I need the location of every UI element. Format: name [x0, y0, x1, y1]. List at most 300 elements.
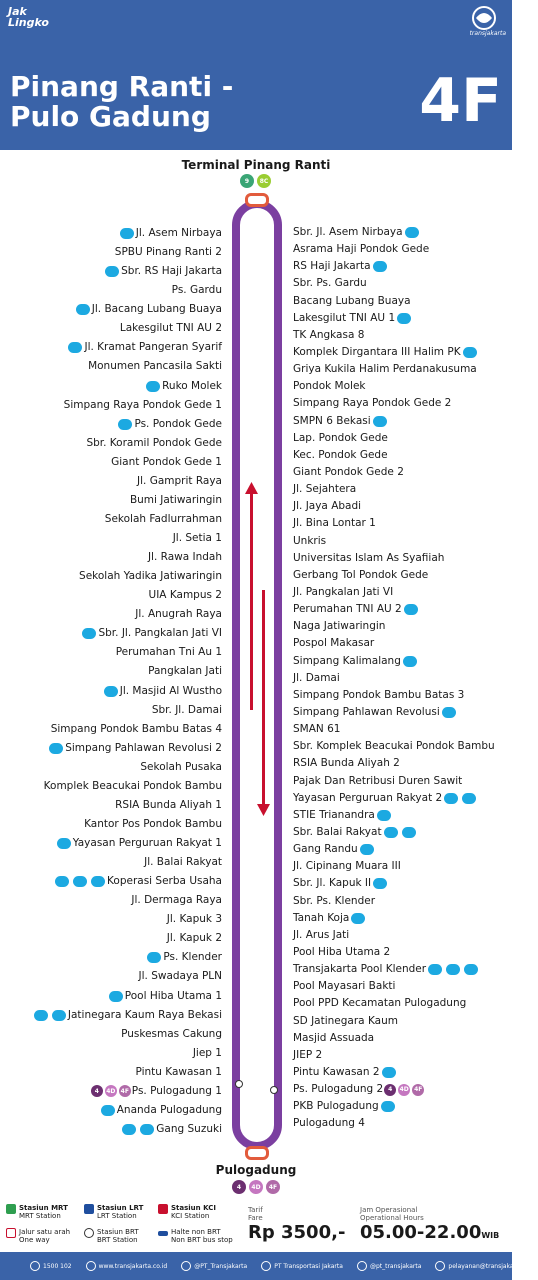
stop-name: Sbr. RS Haji Jakarta	[121, 265, 222, 278]
route-pill: 4D	[105, 1085, 117, 1097]
twitter-icon	[181, 1261, 191, 1271]
stop-item	[293, 721, 495, 738]
stop-name: Giant Pondok Gede 2	[293, 466, 404, 479]
stop-name: Simpang Raya Pondok Gede 1	[63, 398, 222, 411]
stop-name: Jl. Bina Lontar 1	[293, 517, 376, 530]
stop-item	[32, 929, 222, 948]
stops-right-column	[293, 224, 495, 1132]
stop-item	[293, 944, 495, 961]
stop-item	[293, 275, 495, 292]
stop-item	[293, 1047, 495, 1064]
terminal-top-marker	[245, 193, 269, 207]
stop-dot-right	[270, 1086, 278, 1094]
stop-item	[293, 430, 495, 447]
stop-name: Griya Kukila Halim Perdanakusuma	[293, 363, 477, 376]
stop-item	[32, 987, 222, 1006]
stop-name: Sbr. Ps. Gardu	[293, 277, 367, 290]
connection-badge-icon	[120, 228, 134, 239]
stop-item	[32, 1063, 222, 1082]
terminal-top-label: Terminal Pinang Ranti	[181, 158, 331, 172]
facebook-icon	[261, 1261, 271, 1271]
stop-name: Simpang Pahlawan Revolusi 2	[65, 741, 222, 754]
stop-name: SMPN 6 Bekasi	[293, 414, 371, 427]
stop-name: Jatinegara Kaum Raya Bekasi	[67, 1008, 222, 1021]
terminal-bottom-label: Pulogadung	[215, 1163, 297, 1177]
stop-name: Sekolah Yadika Jatiwaringin	[79, 570, 222, 583]
stop-item	[32, 739, 222, 758]
stop-name: Ps. Pulogadung 2	[293, 1083, 384, 1096]
connection-badge-icon	[351, 913, 365, 924]
stop-name: Pool Mayasari Bakti	[293, 980, 396, 993]
route-pill: 4	[232, 1180, 246, 1194]
stop-item	[32, 415, 222, 434]
connection-badge-icon	[464, 964, 478, 975]
stop-name: Lakesgilut TNI AU 2	[119, 322, 222, 335]
stop-name: Giant Pondok Gede 1	[111, 455, 222, 468]
connection-badge-icon	[373, 878, 387, 889]
footer-email[interactable]: pelayanan@transjakarta.co.id	[435, 1261, 538, 1271]
mrt-icon	[6, 1204, 16, 1214]
stop-name: Jl. Dermaga Raya	[131, 894, 222, 907]
stop-item	[293, 413, 495, 430]
stop-name: Yayasan Perguruan Rakyat 1	[72, 837, 222, 849]
legend-lrt: Stasiun LRT LRT Station	[84, 1204, 143, 1220]
stop-item	[293, 618, 495, 635]
connection-badge-icon	[373, 261, 387, 272]
stop-name: Gerbang Tol Pondok Gede	[293, 568, 429, 581]
legend-mrt: Stasiun MRT MRT Station	[6, 1204, 68, 1220]
stop-name: Sbr. Jl. Asem Nirbaya	[293, 226, 403, 239]
stop-item	[293, 653, 495, 670]
stop-name: Pondok Molek	[293, 380, 366, 393]
stop-item	[293, 395, 495, 412]
connection-badge-icon	[384, 827, 398, 838]
route-pill: 4	[384, 1084, 396, 1096]
terminal-bottom-routes	[232, 1180, 280, 1194]
stop-name: TK Angkasa 8	[293, 328, 365, 341]
direction-arrow-up	[250, 490, 253, 710]
stop-name: JIEP 2	[293, 1048, 323, 1061]
stop-item	[32, 1044, 222, 1063]
connection-badge-icon	[405, 227, 419, 238]
stop-name: Pulogadung 4	[293, 1117, 365, 1130]
stop-item	[293, 1081, 495, 1098]
phone-icon	[30, 1261, 40, 1271]
stop-item	[32, 872, 222, 891]
stop-item	[293, 481, 495, 498]
stop-name: RSIA Bunda Aliyah 1	[115, 798, 222, 811]
route-pill: 9	[240, 174, 254, 188]
stop-item	[293, 841, 495, 858]
connection-badge-icon	[105, 266, 119, 277]
connection-badge-icon	[444, 793, 458, 804]
stop-name: Pintu Kawasan 1	[135, 1065, 222, 1078]
stop-item	[293, 790, 495, 807]
stop-item	[293, 704, 495, 721]
legend-nonbrt: Halte non BRT Non BRT bus stop	[158, 1228, 233, 1244]
stop-name: Jl. Bacang Lubang Buaya	[91, 303, 222, 316]
oneway-icon	[6, 1228, 16, 1238]
stop-item	[32, 910, 222, 929]
stop-item	[32, 624, 222, 643]
stop-name: Sbr. Koramil Pondok Gede	[86, 436, 222, 449]
stop-item	[32, 1006, 222, 1025]
stop-name: SPBU Pinang Ranti 2	[114, 246, 222, 259]
stop-name: Kantor Pos Pondok Bambu	[84, 817, 222, 830]
stop-item	[293, 550, 495, 567]
stop-item	[293, 224, 495, 241]
stop-name: Sekolah Pusaka	[140, 760, 222, 773]
stop-name: Ps. Pondok Gede	[134, 417, 222, 430]
connection-badge-icon	[140, 1124, 154, 1135]
stop-item	[32, 891, 222, 910]
stop-item	[32, 377, 222, 396]
email-icon	[435, 1261, 445, 1271]
stop-name: Naga Jatiwaringin	[293, 620, 386, 633]
stop-name: Jl. Masjid Al Wustho	[119, 684, 222, 697]
stop-name: RSIA Bunda Aliyah 2	[293, 757, 400, 770]
stop-item	[293, 961, 495, 978]
stop-item	[32, 1025, 222, 1044]
stop-item	[293, 447, 495, 464]
footer-twitter[interactable]: @PT_Transjakarta	[181, 1261, 247, 1271]
stop-item	[32, 586, 222, 605]
connection-badge-icon	[381, 1101, 395, 1112]
stop-item	[32, 243, 222, 262]
stop-name: Gang Randu	[293, 843, 358, 856]
stop-item	[32, 510, 222, 529]
stop-name: Monumen Pancasila Sakti	[88, 360, 222, 373]
stop-item	[293, 1030, 495, 1047]
stop-name: Jl. Damai	[293, 671, 340, 684]
route-pill: 4D	[398, 1084, 410, 1096]
stop-name: Sbr. Komplek Beacukai Pondok Bambu	[293, 740, 495, 753]
connection-badge-icon	[147, 952, 161, 963]
stop-name: Simpang Kalimalang	[293, 654, 401, 667]
stop-name: Ananda Pulogadung	[116, 1103, 222, 1116]
connection-badge-icon	[68, 342, 82, 353]
stop-name: Pool PPD Kecamatan Pulogadung	[293, 997, 467, 1010]
stops-left-column	[32, 224, 222, 1139]
stop-name: Jl. Arus Jati	[293, 928, 350, 941]
stop-item	[32, 224, 222, 243]
stop-name: Jl. Setia 1	[172, 532, 222, 544]
connection-badge-icon	[101, 1105, 115, 1116]
fare-box: Tarif Fare Rp 3500,-	[248, 1206, 346, 1243]
stop-name: Jl. Balai Rakyat	[144, 856, 222, 869]
terminal-top-routes	[240, 174, 271, 188]
nonbrt-icon	[158, 1231, 168, 1236]
connection-badge-icon	[373, 416, 387, 427]
stop-name: UIA Kampus 2	[148, 589, 222, 602]
connection-badge-icon	[52, 1010, 66, 1021]
stop-name: Yayasan Perguruan Rakyat 2	[293, 791, 443, 804]
stop-item	[293, 773, 495, 790]
stop-item	[293, 378, 495, 395]
stop-item	[32, 548, 222, 567]
hours-suffix: WIB	[481, 1231, 500, 1240]
brt-icon	[84, 1228, 94, 1238]
stop-item	[32, 948, 222, 967]
stop-item	[293, 807, 495, 824]
stop-name: Ps. Gardu	[171, 284, 222, 297]
stop-name: Lap. Pondok Gede	[293, 431, 388, 444]
lrt-icon	[84, 1204, 94, 1214]
stop-name: Jl. Rawa Indah	[147, 551, 222, 564]
connection-badge-icon	[122, 1124, 136, 1135]
connection-badge-icon	[397, 313, 411, 324]
stop-item	[32, 815, 222, 834]
stop-item	[293, 824, 495, 841]
stop-name: Tanah Koja	[293, 911, 350, 924]
connection-badge-icon	[446, 964, 460, 975]
footer	[0, 1252, 538, 1280]
globe-icon	[86, 1261, 96, 1271]
stop-name: SD Jatinegara Kaum	[293, 1014, 398, 1027]
stop-name: Jl. Gamprit Raya	[137, 474, 222, 487]
stop-item	[293, 1115, 495, 1132]
stop-item	[293, 498, 495, 515]
stop-item	[293, 567, 495, 584]
stop-item	[32, 834, 222, 853]
stop-name: Bumi Jatiwaringin	[129, 493, 222, 506]
stop-item	[32, 300, 222, 319]
stop-name: Pospol Makasar	[293, 637, 375, 650]
footer-instagram[interactable]: @pt_transjakarta	[357, 1261, 421, 1271]
stop-item	[32, 434, 222, 453]
connection-badge-icon	[57, 838, 71, 849]
stop-item	[32, 529, 222, 548]
stop-item	[32, 853, 222, 872]
stop-name: Pajak Dan Retribusi Duren Sawit	[293, 774, 463, 787]
legend-kci: Stasiun KCI KCI Station	[158, 1204, 216, 1220]
stop-name: Transjakarta Pool Klender	[293, 963, 427, 976]
stop-item	[293, 927, 495, 944]
stop-name: Sekolah Fadlurrahman	[104, 512, 222, 525]
stop-item	[293, 515, 495, 532]
stop-item	[32, 758, 222, 777]
stop-item	[32, 453, 222, 472]
stop-name: Simpang Pondok Bambu Batas 3	[293, 688, 465, 701]
stop-name: PKB Pulogadung	[293, 1100, 379, 1113]
terminal-bottom-marker	[245, 1146, 269, 1160]
stop-name: Jl. Jaya Abadi	[293, 500, 362, 513]
stop-name: Perumahan Tni Au 1	[115, 646, 222, 659]
route-pill: 4	[91, 1085, 103, 1097]
stop-name: Puskesmas Cakung	[121, 1027, 222, 1040]
jaklingko-logo: Jak Lingko	[8, 5, 49, 29]
stop-name: Pangkalan Jati	[148, 665, 222, 678]
connection-badge-icon	[442, 707, 456, 718]
footer-facebook[interactable]: PT Transportasi Jakarta	[261, 1261, 343, 1271]
stop-name: Simpang Raya Pondok Gede 2	[293, 397, 452, 410]
stop-item	[293, 1012, 495, 1029]
stop-name: Jl. Cipinang Muara III	[293, 860, 401, 873]
stop-item	[32, 472, 222, 491]
stop-item	[293, 327, 495, 344]
stop-item	[32, 491, 222, 510]
connection-badge-icon	[104, 686, 118, 697]
header-banner	[0, 0, 512, 150]
stop-name: Jl. Kapuk 2	[166, 932, 222, 945]
stop-name: Jl. Pangkalan Jati VI	[293, 586, 394, 599]
stop-item	[32, 662, 222, 681]
stop-name: Masjid Assuada	[293, 1031, 375, 1044]
stop-item	[32, 777, 222, 796]
connection-badge-icon	[82, 628, 96, 639]
legend-brt: Stasiun BRT BRT Station	[84, 1228, 139, 1244]
fare-value: Rp 3500,-	[248, 1222, 346, 1243]
stop-item	[32, 643, 222, 662]
stop-item	[293, 635, 495, 652]
footer-phone[interactable]: 1500 102	[30, 1261, 72, 1271]
stop-name: RS Haji Jakarta	[293, 260, 371, 273]
connection-badge-icon	[462, 793, 476, 804]
arrow-up-icon	[245, 482, 258, 494]
connection-badge-icon	[49, 743, 63, 754]
stop-item	[293, 1098, 495, 1115]
stop-item	[32, 357, 222, 376]
stop-name: Pool Hiba Utama 2	[293, 945, 391, 958]
stop-name: Simpang Pahlawan Revolusi	[293, 706, 440, 718]
stop-item	[293, 892, 495, 909]
stop-item	[32, 1082, 222, 1101]
stop-name: Asrama Haji Pondok Gede	[293, 243, 430, 256]
stop-item	[293, 361, 495, 378]
route-title: Pinang Ranti - Pulo Gadung	[10, 70, 234, 133]
stop-item	[293, 344, 495, 361]
stop-name: Perumahan TNI AU 2	[293, 603, 402, 616]
stop-item	[293, 533, 495, 550]
stop-name: Koperasi Serba Usaha	[107, 875, 222, 888]
instagram-icon	[357, 1261, 367, 1271]
kci-icon	[158, 1204, 168, 1214]
stop-name: Pool Hiba Utama 1	[124, 989, 222, 1002]
stop-item	[32, 262, 222, 281]
connection-badge-icon	[118, 419, 132, 430]
stop-name: Jl. Anugrah Raya	[135, 608, 222, 621]
stop-name: Gang Suzuki	[156, 1122, 222, 1135]
stop-item	[293, 584, 495, 601]
route-track	[232, 200, 282, 1150]
hours-box: Jam Operasional Operational Hours 05.00-22.00WIB	[360, 1206, 500, 1243]
stop-name: Jl. Asem Nirbaya	[135, 227, 222, 239]
connection-badge-icon	[382, 1067, 396, 1078]
connection-badge-icon	[91, 876, 105, 887]
connection-badge-icon	[463, 347, 477, 358]
connection-badge-icon	[360, 844, 374, 855]
stop-name: SMAN 61	[293, 723, 341, 736]
operator-name: transjakarta	[469, 30, 506, 37]
stop-item	[293, 995, 495, 1012]
stop-item	[293, 858, 495, 875]
stop-name: Jl. Kramat Pangeran Syarif	[84, 341, 222, 354]
stop-item	[32, 605, 222, 624]
stop-item	[293, 978, 495, 995]
route-pill: 4D	[249, 1180, 263, 1194]
stop-item	[32, 1101, 222, 1120]
stop-name: Komplek Beacukai Pondok Bambu	[43, 779, 222, 792]
stop-item	[293, 241, 495, 258]
stop-name: Unkris	[293, 534, 327, 547]
connection-badge-icon	[404, 604, 418, 615]
stop-item	[293, 310, 495, 327]
route-pill: 4F	[412, 1084, 424, 1096]
stop-name: Sbr. Jl. Pangkalan Jati VI	[98, 627, 222, 640]
stop-name: Ps. Klender	[163, 951, 222, 964]
stop-name: Simpang Pondok Bambu Batas 4	[50, 722, 222, 735]
connection-badge-icon	[146, 381, 160, 392]
connection-badge-icon	[402, 827, 416, 838]
stop-name: Sbr. Balai Rakyat	[293, 825, 382, 838]
stop-item	[32, 720, 222, 739]
stop-item	[293, 293, 495, 310]
stop-name: Sbr. Jl. Damai	[151, 703, 222, 716]
route-pill: 8C	[257, 174, 271, 188]
stop-name: Pintu Kawasan 2	[293, 1065, 380, 1078]
stop-name: Universitas Islam As Syafiiah	[293, 551, 445, 564]
route-code: 4F	[419, 66, 502, 136]
stop-name: STIE Trianandra	[293, 808, 375, 821]
connection-badge-icon	[76, 304, 90, 315]
stop-name: Jl. Swadaya PLN	[138, 970, 222, 983]
stop-item	[32, 682, 222, 701]
stop-item	[293, 875, 495, 892]
stop-dot-left	[235, 1080, 243, 1088]
stop-name: Jl. Sejahtera	[293, 483, 357, 496]
stop-item	[32, 796, 222, 815]
stop-name: Bacang Lubang Buaya	[293, 294, 411, 307]
stop-item	[293, 755, 495, 772]
connection-badge-icon	[55, 876, 69, 887]
connection-badge-icon	[73, 876, 87, 887]
stop-name: Jl. Kapuk 3	[166, 913, 222, 926]
route-pill: 4F	[266, 1180, 280, 1194]
connection-badge-icon	[34, 1010, 48, 1021]
connection-badge-icon	[109, 991, 123, 1002]
footer-web[interactable]: www.transjakarta.co.id	[86, 1261, 168, 1271]
stop-item	[293, 601, 495, 618]
stop-item	[32, 396, 222, 415]
stop-item	[32, 319, 222, 338]
route-pill: 4F	[119, 1085, 131, 1097]
stop-item	[32, 567, 222, 586]
stop-item	[293, 1064, 495, 1081]
stop-name: Ps. Pulogadung 1	[131, 1084, 222, 1097]
stop-item	[293, 670, 495, 687]
stop-item	[293, 738, 495, 755]
stop-item	[32, 338, 222, 357]
stop-item	[32, 701, 222, 720]
stop-item	[293, 687, 495, 704]
stop-item	[32, 967, 222, 986]
arrow-down-icon	[257, 804, 270, 816]
stop-name: Komplek Dirgantara III Halim PK	[293, 346, 461, 359]
stop-name: Kec. Pondok Gede	[293, 448, 388, 461]
stop-item	[32, 1120, 222, 1139]
connection-badge-icon	[428, 964, 442, 975]
hours-value: 05.00-22.00	[360, 1222, 482, 1243]
stop-item	[293, 464, 495, 481]
stop-name: Jiep 1	[192, 1046, 222, 1059]
connection-badge-icon	[403, 656, 417, 667]
stop-name: Lakesgilut TNI AU 1	[293, 311, 396, 324]
direction-arrow-down	[262, 590, 265, 810]
connection-badge-icon	[377, 810, 391, 821]
stop-name: Sbr. Jl. Kapuk II	[293, 877, 372, 890]
stop-item	[293, 910, 495, 927]
stop-name: Sbr. Ps. Klender	[293, 894, 376, 907]
